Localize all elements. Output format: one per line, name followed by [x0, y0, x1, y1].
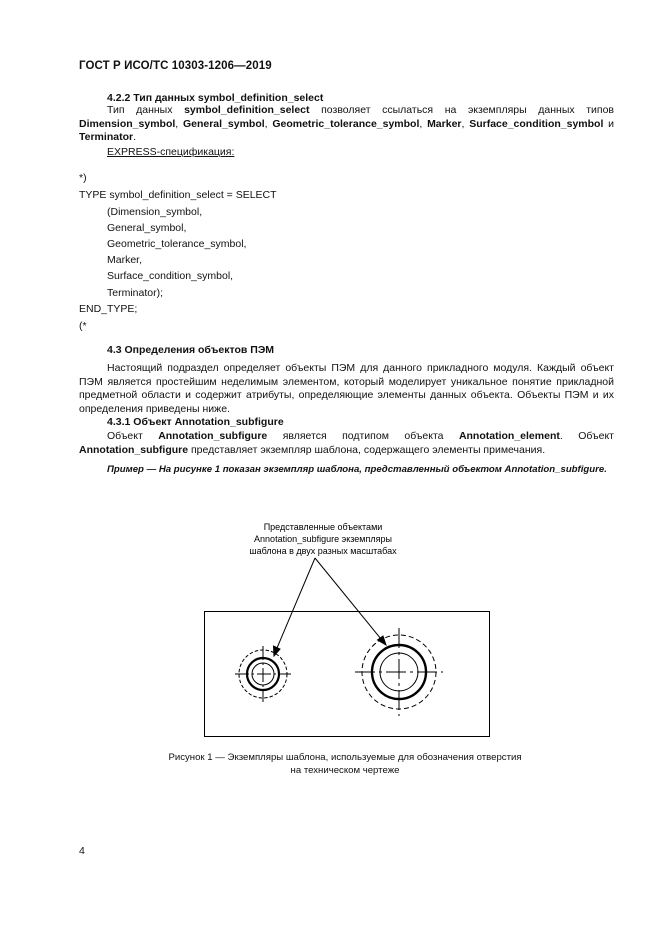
- figure-caption-line-1: Рисунок 1 — Экземпляры шаблона, используемые для обозначения отверстия: [168, 752, 522, 763]
- code-line: Geometric_tolerance_symbol,: [107, 238, 247, 250]
- section-422-title: 4.2.2 Тип данных symbol_definition_select: [107, 92, 324, 104]
- example-note: Пример — На рисунке 1 показан экземпляр шаблона, представленный объектом Annotation_subfigure.: [107, 464, 607, 475]
- code-line: Marker,: [107, 254, 143, 266]
- section-431-title: 4.3.1 Объект Annotation_subfigure: [107, 416, 284, 428]
- figure-caption-line-2: на техническом чертеже: [290, 765, 400, 776]
- section-43-paragraph: Настоящий подраздел определяет объекты ПЭМ для данного прикладного модуля. Каждый объект ПЭМ является простейшим неделимым элементом, который моделирует уникальное понятие прикладной предметной области и содержит атрибуты, определяющие элементы данных объекта. Объекты ПЭМ и их определения приведены ниже.: [79, 362, 614, 415]
- figure-caption: [120, 751, 570, 777]
- leader-arrows: [274, 558, 387, 656]
- document-header: ГОСТ Р ИСО/ТС 10303-1206—2019: [79, 60, 272, 72]
- code-line: General_symbol,: [107, 222, 187, 234]
- figure-label-line-1: Представленные объектами: [263, 522, 383, 532]
- code-line: TYPE symbol_definition_select = SELECT: [79, 189, 277, 201]
- code-line: (*: [79, 320, 87, 332]
- section-422-paragraph: Тип данных symbol_definition_select позволяет ссылаться на экземпляры данных типов Dimension_symbol, General_symbol, Geometric_tolerance_symbol, Marker, Surface_condition_symbol и Terminator.: [79, 104, 614, 144]
- page-number: 4: [79, 845, 85, 857]
- leader-line-right: [315, 558, 381, 639]
- section-43-title: 4.3 Определения объектов ПЭМ: [107, 344, 275, 356]
- code-line: (Dimension_symbol,: [107, 206, 203, 218]
- figure-1-drawing: [195, 515, 495, 745]
- code-line: *): [79, 172, 87, 184]
- hole-symbol-large: [355, 628, 443, 716]
- hole-symbol-small: [235, 646, 291, 702]
- code-line: END_TYPE;: [79, 303, 138, 315]
- code-line: Terminator);: [107, 287, 164, 299]
- figure-label-line-2: Annotation_subfigure экземпляры: [254, 534, 392, 544]
- code-line: Surface_condition_symbol,: [107, 270, 234, 282]
- figure-label-line-3: шаблона в двух разных масштабах: [249, 546, 397, 556]
- express-spec-label: EXPRESS-спецификация:: [107, 146, 235, 158]
- section-431-paragraph: Объект Annotation_subfigure является подтипом объекта Annotation_element. Объект Annotation_subfigure представляет экземпляр шаблона, содержащего элементы примечания.: [79, 430, 614, 456]
- leader-line-left: [277, 558, 315, 648]
